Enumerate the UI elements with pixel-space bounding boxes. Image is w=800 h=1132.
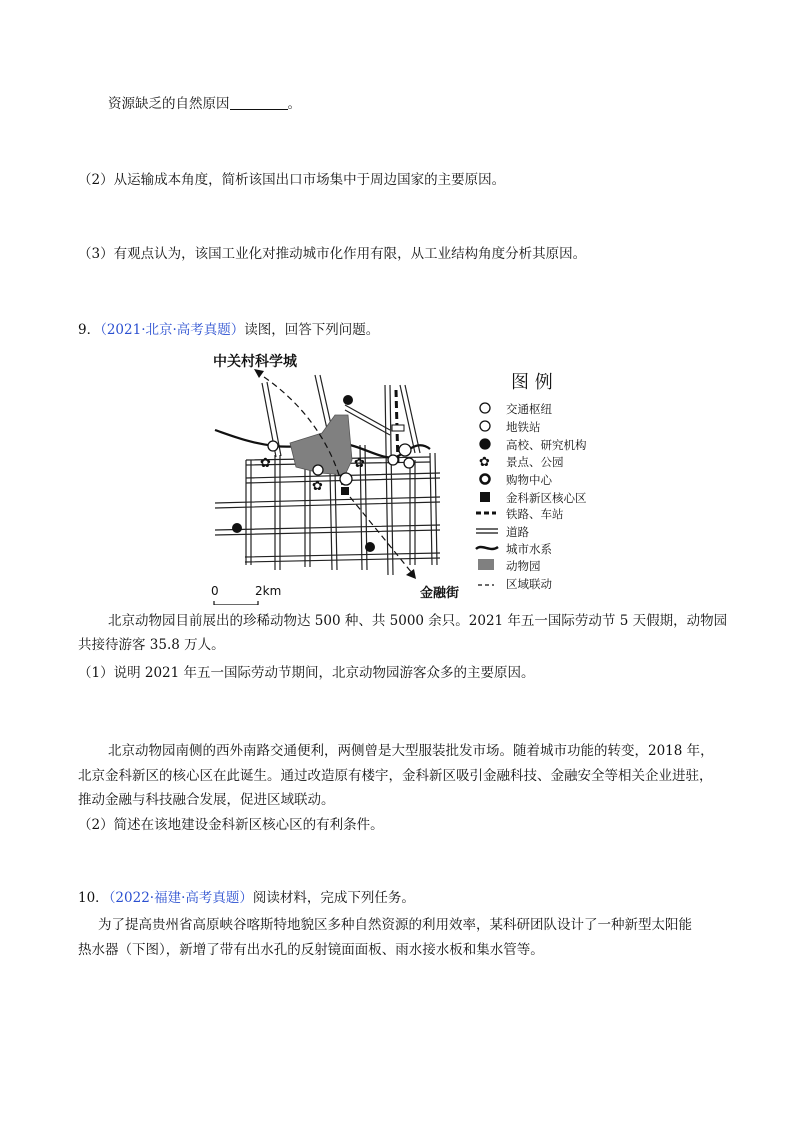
- legend-label-5: 金科新区核心区: [506, 491, 587, 505]
- answer-blank[interactable]: [230, 95, 288, 110]
- q9-subquestion-2: （2）简述在该地建设金科新区核心区的有利条件。: [78, 817, 384, 833]
- svg-text:✿: ✿: [354, 456, 365, 471]
- core-area-marker: [341, 487, 349, 495]
- q9-number: 9．: [78, 322, 101, 338]
- legend-label-4: 购物中心: [506, 473, 552, 487]
- legend-label-2: 高校、研究机构: [506, 438, 587, 452]
- q9-para1-line2: 共接待游客 35.8 万人。: [78, 637, 225, 653]
- legend-label-8: 城市水系: [506, 542, 552, 556]
- scale-value: 2km: [255, 584, 282, 598]
- q9-para1-line1: 北京动物园目前展出的珍稀动物达 500 种、共 5000 余只。2021 年五一国际劳动节 5 天假期，动物园: [108, 613, 728, 629]
- scale-zero: 0: [211, 584, 219, 598]
- q9-para2-line1: 北京动物园南侧的西外南路交通便利，两侧曾是大型服装批发市场。随着城市功能的转变，2018 年，: [108, 743, 714, 759]
- road-network: [215, 375, 440, 575]
- legend-label-10: 区域联动: [506, 577, 552, 591]
- legend-title: 图 例: [511, 372, 553, 393]
- q8-subquestion-3: （3）有观点认为，该国工业化对推动城市化作用有限，从工业结构角度分析其原因。: [78, 246, 587, 262]
- svg-text:✿: ✿: [479, 455, 490, 470]
- legend-label-1: 地铁站: [506, 420, 541, 434]
- legend-label-9: 动物园: [506, 559, 541, 573]
- q10-header: [78, 888, 415, 908]
- q9-source-link[interactable]: （2021·北京·高考真题）: [100, 322, 245, 338]
- railway-station: [392, 425, 404, 431]
- svg-text:✿: ✿: [312, 479, 323, 494]
- q10-para-line2: 热水器（下图），新增了带有出水孔的反射镜面面板、雨水接水板和集水管等。: [78, 942, 544, 958]
- legend-icons: [476, 403, 498, 585]
- legend-label-6: 铁路、车站: [506, 507, 564, 521]
- q10-source-link[interactable]: （2022·福建·高考真题）: [108, 890, 253, 906]
- q9-prompt: 读图，回答下列问题。: [244, 322, 380, 338]
- legend-label-0: 交通枢纽: [506, 402, 552, 416]
- q10-para-line1: 为了提高贵州省高原峡谷喀斯特地貌区多种自然资源的利用效率，某科研团队设计了一种新型太阳能: [98, 917, 692, 933]
- q10-number: 10．: [78, 890, 109, 906]
- q9-para2-line2: 北京金科新区的核心区在此诞生。通过改造原有楼宇，金科新区吸引金融科技、金融安全等相关企业进驻，: [78, 768, 713, 784]
- beijing-zoo-map: [0, 345, 800, 605]
- svg-text:✿: ✿: [260, 456, 271, 471]
- q9-para2-line3: 推动金融与科技融合发展，促进区域联动。: [78, 792, 335, 808]
- linkage-arrow-south: [350, 497, 412, 573]
- q8-subquestion-2: （2）从运输成本角度，简析该国出口市场集中于周边国家的主要原因。: [78, 172, 506, 188]
- zhongguancun-label: 中关村科学城: [213, 354, 297, 370]
- q10-prompt: 阅读材料，完成下列任务。: [252, 890, 415, 906]
- q8-resource-end: 。: [287, 96, 301, 112]
- q9-subquestion-1: （1）说明 2021 年五一国际劳动节期间，北京动物园游客众多的主要原因。: [78, 665, 535, 681]
- scale-bar: [214, 601, 258, 605]
- legend-label-7: 道路: [506, 525, 529, 539]
- legend-label-3: 景点、公园: [506, 455, 564, 469]
- jinrongjie-label: 金融街: [420, 586, 460, 601]
- q9-header: [78, 320, 379, 340]
- q8-resource-line: [108, 94, 301, 114]
- q8-resource-text: 资源缺乏的自然原因: [108, 96, 230, 112]
